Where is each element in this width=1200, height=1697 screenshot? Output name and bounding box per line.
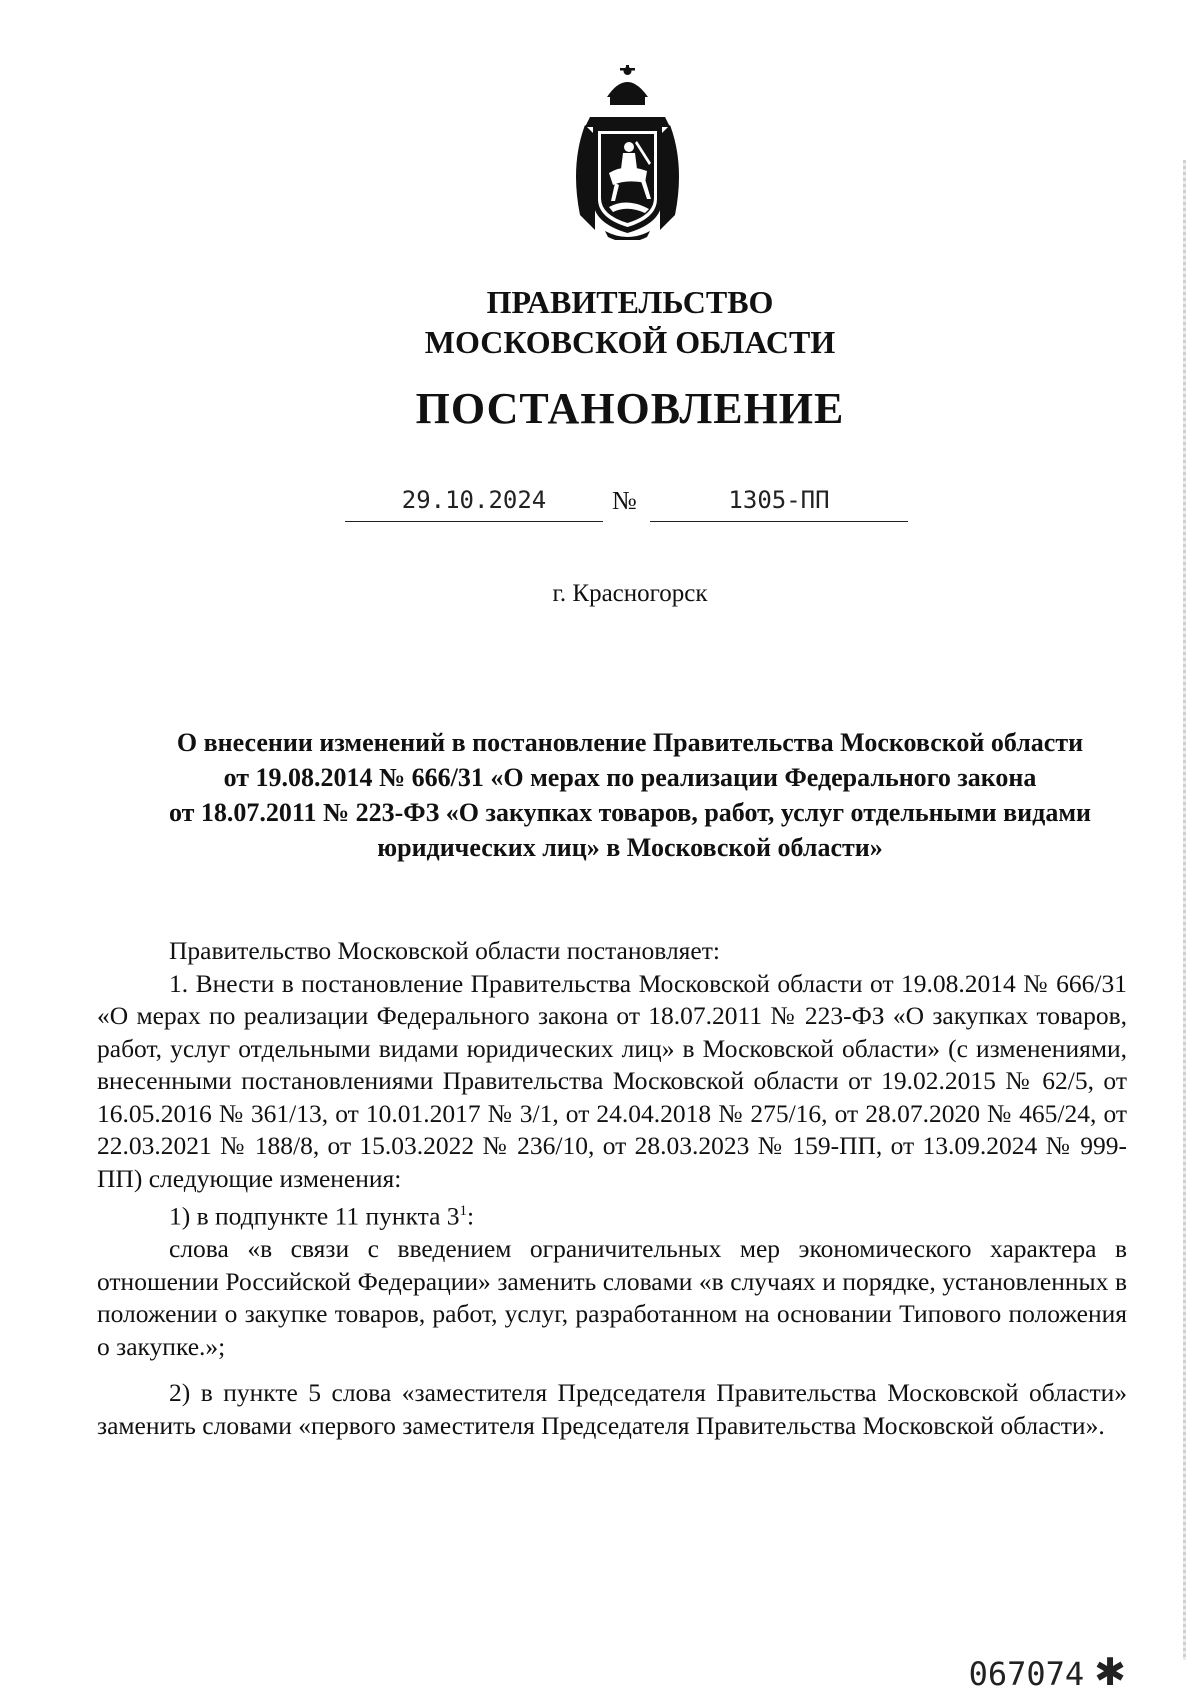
document-title xyxy=(108,725,1152,865)
title-line-1: О внесении изменений в постановление Правительства Московской области xyxy=(176,728,1084,757)
number-sign: № xyxy=(612,486,637,515)
date-value: 29.10.2024 xyxy=(401,486,547,514)
organization-line-1: ПРАВИТЕЛЬСТВО xyxy=(486,284,774,320)
date-underline xyxy=(345,521,603,522)
title-line-3: от 18.07.2011 № 223-ФЗ «О закупках товаров, работ, услуг отдельными видами xyxy=(168,798,1092,827)
organization-name xyxy=(0,282,1200,362)
subitem-1-text: 1) в подпункте 11 пункта 3 xyxy=(169,1201,460,1231)
coat-of-arms-icon xyxy=(565,65,690,240)
document-body xyxy=(97,935,1127,1442)
body-paragraph-intro: Правительство Московской области постановляет: xyxy=(169,936,720,965)
city: г. Красногорск xyxy=(552,580,708,607)
title-line-4: юридических лиц» в Московской области» xyxy=(377,833,883,862)
body-paragraph-1: 1. Внести в постановление Правительства Московской области от 19.08.2014 № 666/31 «О мерах по реализации Федерального закона от 18.07.2011 № 223-ФЗ «О закупках товаров, работ, услуг отдельными видами юридических лиц» в Московской области» (с изменениями, внесенными постановлениями Правительства Московской области от 19.02.2015 № 62/5, от 16.05.2016 № 361/13, от 10.01.2017 № 3/1, от 24.04.2018 № 275/16, от 28.07.2020 № 465/24, от 22.03.2021 № 188/8, от 15.03.2022 № 236/10, от 28.03.2023 № 159-ПП, от 13.09.2024 № 999-ПП) следующие изменения: xyxy=(97,968,1127,1193)
body-paragraph-replacement: слова «в связи с введением ограничительных мер экономического характера в отношении Российской Федерации» заменить словами «в случаях и порядке, установленных в положении о закупке товаров, работ, услуг, разработанном на основании Типового положения о закупке.»; xyxy=(97,1234,1127,1361)
document-type: ПОСТАНОВЛЕНИЕ xyxy=(415,384,845,433)
date-field xyxy=(345,478,603,522)
serial-number xyxy=(969,1650,1126,1694)
organization-line-2: МОСКОВСКОЙ ОБЛАСТИ xyxy=(424,324,836,360)
number-field xyxy=(650,478,908,522)
superscript: 1 xyxy=(459,1203,468,1219)
subitem-1-colon: : xyxy=(467,1201,475,1231)
number-value: 1305-ПП xyxy=(728,486,830,514)
body-paragraph-subitem-2: 2) в пункте 5 слова «заместителя Председателя Правительства Московской области» заменить словами «первого заместителя Председателя Правительства Московской области». xyxy=(97,1378,1127,1440)
title-line-2: от 19.08.2014 № 666/31 «О мерах по реализации Федерального закона xyxy=(223,763,1037,792)
asterisk-mark: ✱ xyxy=(1094,1650,1126,1694)
serial-number-value: 067074 xyxy=(968,1655,1085,1693)
body-paragraph-subitem-1 xyxy=(97,1195,1127,1233)
number-underline xyxy=(650,521,908,522)
